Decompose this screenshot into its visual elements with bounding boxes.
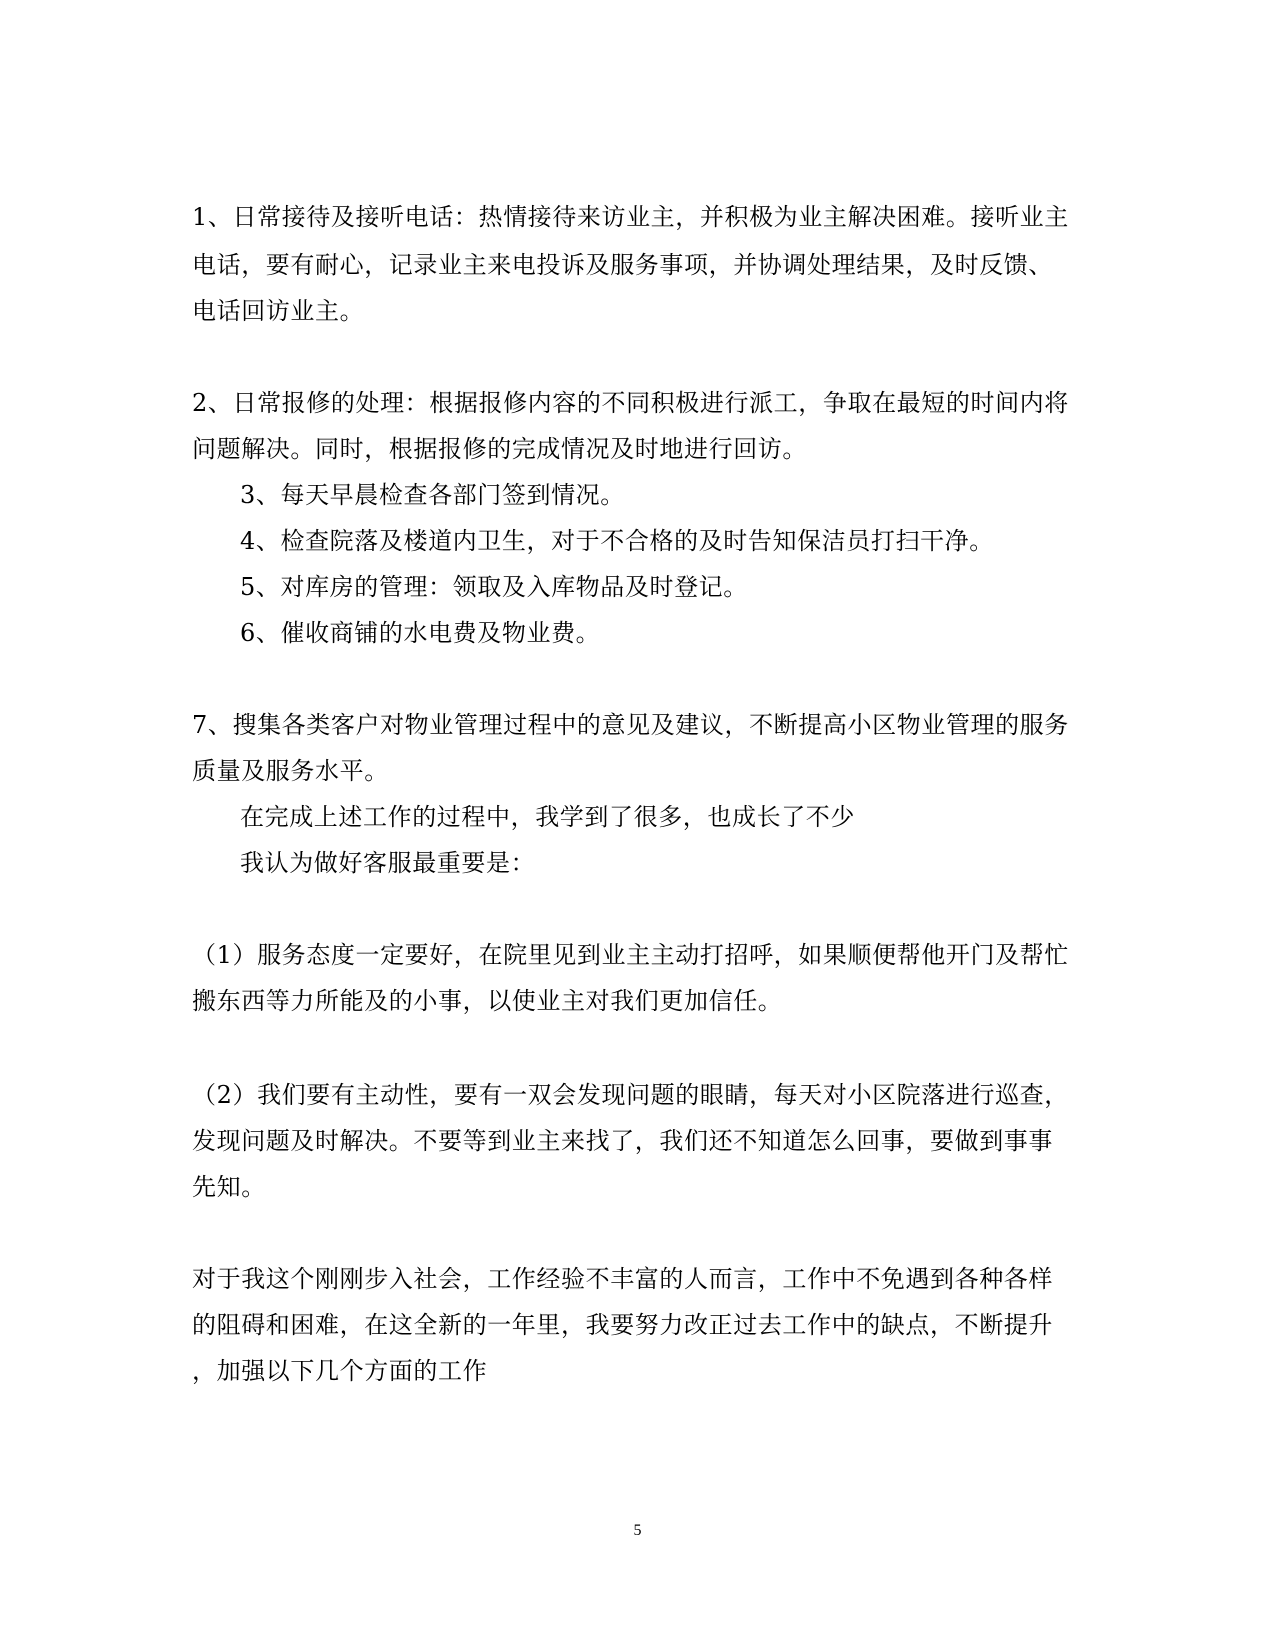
text-line: 问题解决。同时，根据报修的完成情况及时地进行回访。 bbox=[192, 435, 807, 463]
text-line: 4、检查院落及楼道内卫生，对于不合格的及时告知保洁员打扫干净。 bbox=[240, 527, 994, 555]
text-line: 电话回访业主。 bbox=[192, 297, 365, 325]
text-line: 7、搜集各类客户对物业管理过程中的意见及建议，不断提高小区物业管理的服务 bbox=[192, 711, 1069, 739]
text-line: 3、每天早晨检查各部门签到情况。 bbox=[240, 481, 625, 509]
text-line: 搬东西等力所能及的小事，以使业主对我们更加信任。 bbox=[192, 987, 783, 1015]
text-line: ，加强以下几个方面的工作 bbox=[192, 1357, 488, 1385]
text-line: 电话，要有耐心，记录业主来电投诉及服务事项，并协调处理结果，及时反馈、 bbox=[192, 251, 1053, 279]
page-number: 5 bbox=[633, 1522, 642, 1539]
text-line: 1、日常接待及接听电话：热情接待来访业主，并积极为业主解决困难。接听业主 bbox=[192, 203, 1069, 231]
text-line: 6、催收商铺的水电费及物业费。 bbox=[240, 619, 601, 647]
text-line: 的阻碍和困难，在这全新的一年里，我要努力改正过去工作中的缺点，不断提升 bbox=[192, 1311, 1053, 1339]
text-line: 质量及服务水平。 bbox=[192, 757, 389, 785]
text-line: （2）我们要有主动性，要有一双会发现问题的眼睛，每天对小区院落进行巡查， bbox=[192, 1081, 1069, 1109]
text-line: 5、对库房的管理：领取及入库物品及时登记。 bbox=[240, 573, 748, 601]
text-line: 在完成上述工作的过程中，我学到了很多，也成长了不少 bbox=[240, 803, 855, 831]
text-line: 先知。 bbox=[192, 1173, 266, 1201]
text-line: 我认为做好客服最重要是： bbox=[240, 849, 536, 877]
text-line: （1）服务态度一定要好，在院里见到业主主动打招呼，如果顺便帮他开门及帮忙 bbox=[192, 941, 1069, 969]
text-line: 2、日常报修的处理：根据报修内容的不同积极进行派工，争取在最短的时间内将 bbox=[192, 389, 1069, 417]
text-line: 对于我这个刚刚步入社会，工作经验不丰富的人而言，工作中不免遇到各种各样 bbox=[192, 1265, 1053, 1293]
text-line: 发现问题及时解决。不要等到业主来找了，我们还不知道怎么回事，要做到事事 bbox=[192, 1127, 1053, 1155]
